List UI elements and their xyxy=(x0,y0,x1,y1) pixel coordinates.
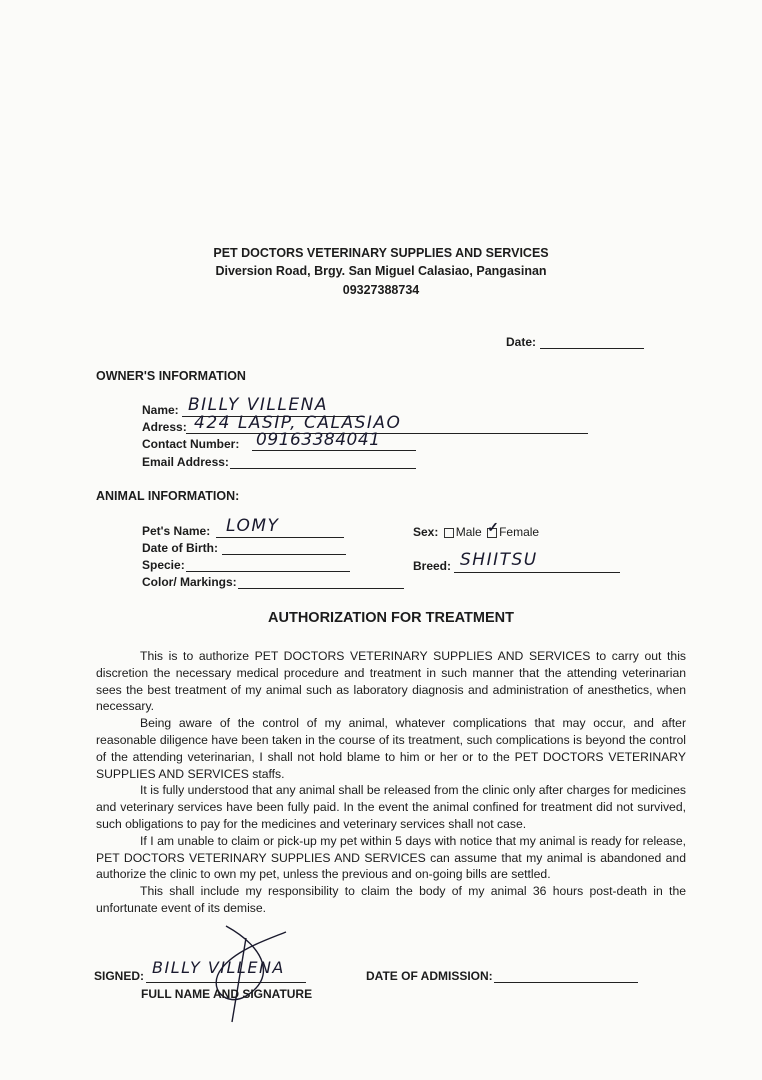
contact-label: Contact Number: xyxy=(142,437,240,451)
paragraph: This shall include my responsibility to claim the body of my animal 36 hours post-death in the unfortunate event of its demise. xyxy=(96,884,686,915)
specie-label: Specie: xyxy=(142,558,185,572)
paragraph: It is fully understood that any animal shall be released from the clinic only after charges for medicines and veterinary services have been fully paid. In the event the animal confined for treatment did not survived, such obligations to pay for the medicines and veterinary services shall not case. xyxy=(96,783,686,831)
paragraph: This is to authorize PET DOCTORS VETERINARY SUPPLIES AND SERVICES to carry out this discretion the necessary medical procedure and treatment in such manner that the attending veterinarian sees the best treatment of my animal such as laboratory diagnosis and administration of anesthetics, when necessary. xyxy=(96,649,686,714)
owner-name-label: Name: xyxy=(142,403,179,417)
signature-scribble-icon xyxy=(186,918,316,1024)
pet-name-value: LOMY xyxy=(226,516,280,536)
animal-heading: ANIMAL INFORMATION: xyxy=(96,489,240,503)
paragraph: Being aware of the control of my animal, whatever complications that may occur, and after reasonable diligence have been taken in the course of its treatment, such complications is beyond the control of the attending veterinarian, I shall not hold blame to him or her or to the PET DOCTORS VETERINARY SUPPLIES AND SERVICES staffs. xyxy=(96,716,686,781)
signature-caption: FULL NAME AND SIGNATURE xyxy=(141,987,313,1001)
female-label: Female xyxy=(499,525,540,539)
admission-label: DATE OF ADMISSION: xyxy=(366,969,493,983)
breed-value: SHIITSU xyxy=(460,550,538,570)
female-checkbox[interactable] xyxy=(487,518,499,538)
authorization-title: AUTHORIZATION FOR TREATMENT xyxy=(268,610,514,626)
date-line[interactable] xyxy=(540,334,644,349)
authorization-body xyxy=(96,648,686,917)
admission-line[interactable] xyxy=(494,968,638,983)
clinic-phone: 09327388734 xyxy=(342,283,420,297)
clinic-address: Diversion Road, Brgy. San Miguel Calasiao, Pangasinan xyxy=(215,264,547,278)
dob-label: Date of Birth: xyxy=(142,541,218,555)
sex-label: Sex: xyxy=(413,525,439,539)
check-mark-icon: ✓ xyxy=(487,518,499,535)
dob-line[interactable] xyxy=(222,540,346,555)
owner-address-value: 424 LASIP, CALASIAO xyxy=(194,413,402,433)
owner-address-label: Adress: xyxy=(142,420,187,434)
sex-field xyxy=(413,518,540,539)
date-label: Date: xyxy=(506,335,537,349)
email-label: Email Address: xyxy=(142,455,229,469)
clinic-name: PET DOCTORS VETERINARY SUPPLIES AND SERVICES xyxy=(213,246,549,260)
color-label: Color/ Markings: xyxy=(142,575,237,589)
signed-name-value: BILLY VILLENA xyxy=(152,958,285,977)
paragraph: If I am unable to claim or pick-up my pet within 5 days with notice that my animal is ready for release, PET DOCTORS VETERINARY SUPPLIES AND SERVICES can assume that my animal is abandoned and authorize the clinic to own my pet, unless the previous and on-going bills are settled. xyxy=(96,833,686,882)
signed-label: SIGNED: xyxy=(94,969,145,983)
male-label: Male xyxy=(455,525,482,539)
specie-line[interactable] xyxy=(186,557,350,572)
owner-heading: OWNER'S INFORMATION xyxy=(96,369,246,383)
email-line[interactable] xyxy=(230,454,416,469)
contact-value: 09163384041 xyxy=(256,430,381,450)
breed-label: Breed: xyxy=(413,559,452,573)
color-line[interactable] xyxy=(238,574,404,589)
owner-name-value: BILLY VILLENA xyxy=(188,395,328,415)
male-checkbox[interactable] xyxy=(444,528,454,538)
pet-name-label: Pet's Name: xyxy=(142,524,211,538)
